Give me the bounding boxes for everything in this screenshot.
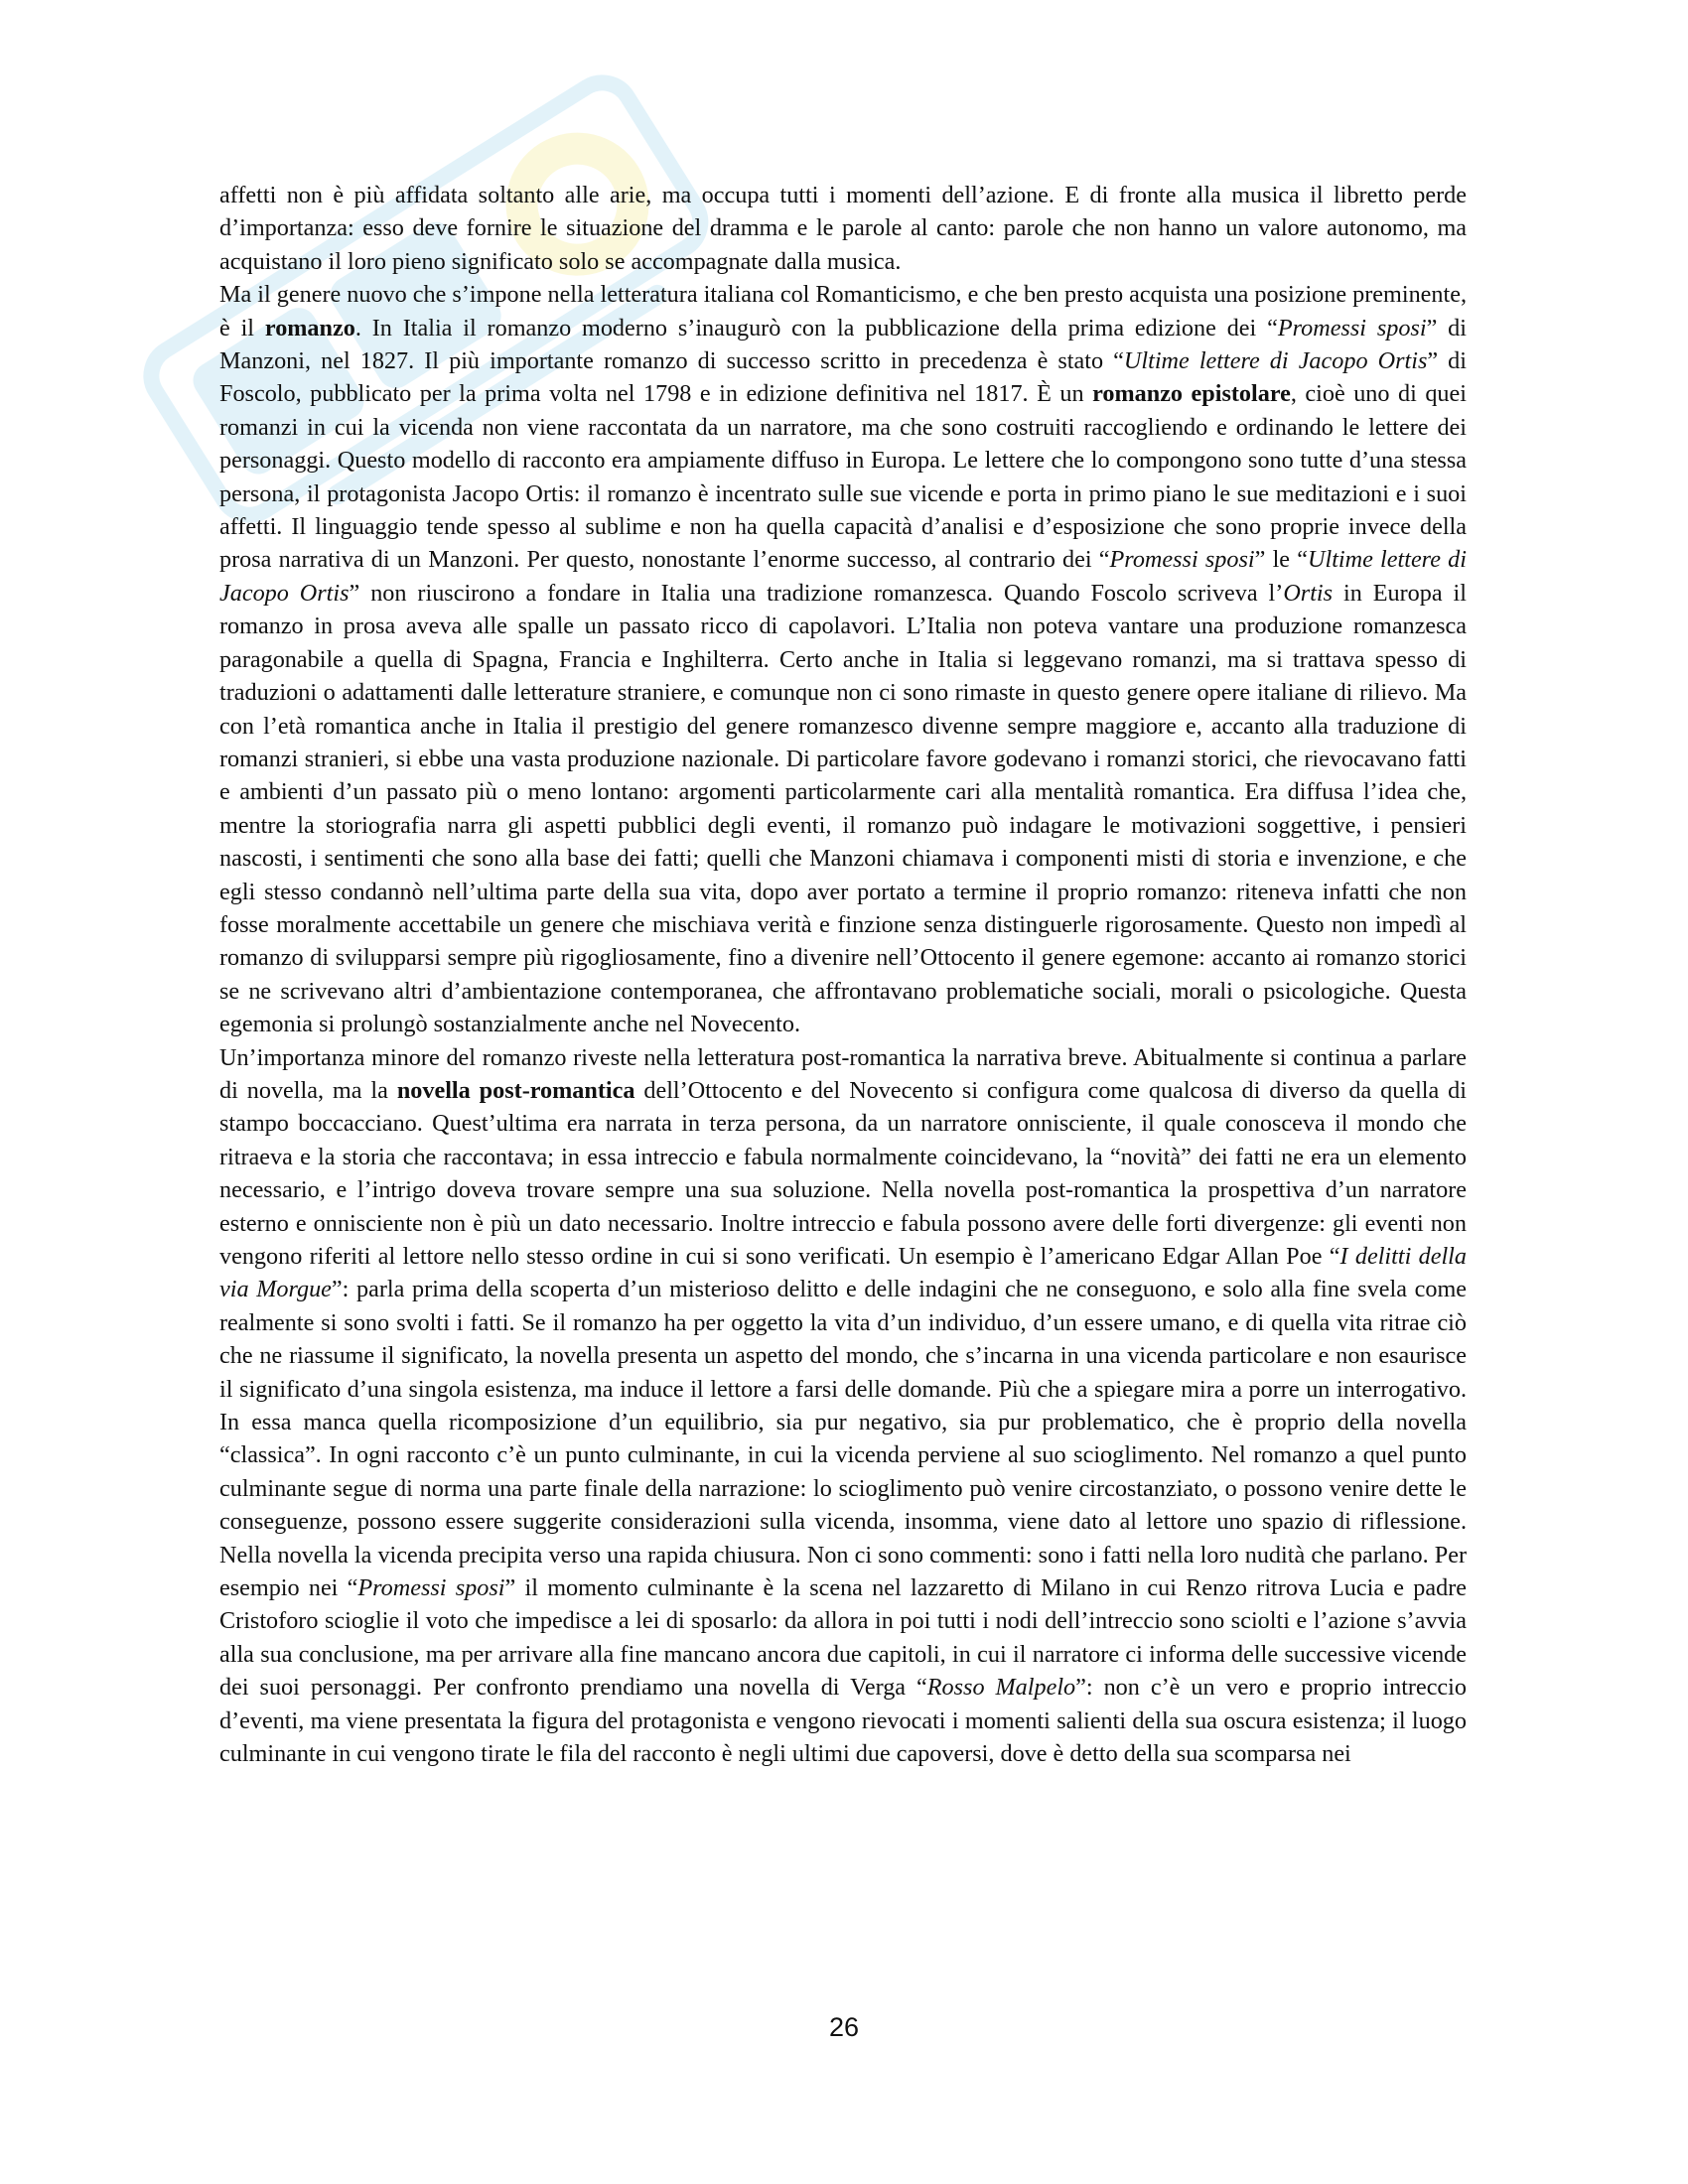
italic-title: Promessi sposi xyxy=(357,1574,505,1602)
text-run: ”: non c’è un vero e proprio intreccio d’eventi, ma viene presentata la figura del protagonista e vengono rievocati i momenti salienti della sua oscura esistenza; il luogo culminante in cui vengono tirate le fila del racconto è negli ultimi due capoversi, dove è detto della sua scomparsa nei xyxy=(219,1674,1467,1768)
italic-title: I delitti della via Morgue xyxy=(219,1243,1467,1303)
bold-term: romanzo xyxy=(264,314,355,341)
italic-title: Rosso Malpelo xyxy=(926,1674,1076,1702)
page-number: 26 xyxy=(828,2012,860,2042)
italic-title: Ultime lettere di Jacopo Ortis xyxy=(219,546,1467,607)
document-body xyxy=(219,179,1467,1771)
text-run: . In Italia il romanzo moderno s’inaugurò con la pubblicazione della prima edizione dei “ xyxy=(354,314,1278,341)
text-run: dell’Ottocento e del Novecento si configura come qualcosa di diverso da quella di stampo boccacciano. Quest’ultima era narrata in terza persona, da un narratore onnisciente, il quale conosceva il mondo che ritraeva e la storia che raccontava; in essa intreccio e fabula normalmente coincidevano, la “novità” dei fatti ne era un elemento necessario, e l’intrigo doveva trovare sempre una sua soluzione. Nella novella post-romantica la prospettiva d’un narratore esterno e onnisciente non è più un dato necessario. Inoltre intreccio e fabula possono avere delle forti divergenze: gli eventi non vengono riferiti al lettore nello stesso ordine in cui si sono verificati. Un esempio è l’americano Edgar Allan Poe “ xyxy=(219,1076,1467,1270)
text-run: ”: parla prima della scoperta d’un misterioso delitto e delle indagini che ne conseguono, e solo alla fine svela come realmente si sono svolti i fatti. Se il romanzo ha per oggetto la vita d’un individuo, d’un essere umano, e di quella vita ritrae ciò che ne riassume il significato, la novella presenta un aspetto del mondo, che s’incarna in una vicenda particolare e non esaurisce il significato d’una singola esistenza, ma induce il lettore a farsi delle domande. Più che a spiegare mira a porre un interrogativo. In essa manca quella ricomposizione d’un equilibrio, sia pur negativo, sia pur problematico, che è proprio della novella “classica”. In ogni racconto c’è un punto culminante, in cui la vicenda perviene al suo scioglimento. Nel romanzo a quel punto culminante segue di norma una parte finale della narrazione: lo scioglimento può venire circostanziato, o possono venire dette le conseguenze, possono essere suggerite considerazioni sulla vicenda, insomma, viene dato al lettore uno spazio di riflessione. Nella novella la vicenda precipita verso una rapida chiusura. Non ci sono commenti: sono i fatti nella loro nudità che parlano. Per esempio nei “ xyxy=(219,1276,1467,1602)
paragraph xyxy=(219,278,1467,1040)
text-run: ” di Manzoni, nel 1827. Il più importante romanzo di successo scritto in precedenza è stato “ xyxy=(219,314,1467,375)
italic-title: Ultime lettere di Jacopo Ortis xyxy=(1123,347,1428,375)
text-run: , cioè uno di quei romanzi in cui la vicenda non viene raccontata da un narratore, ma che sono costruiti raccogliendo e ordinando le lettere dei personaggi. Questo modello di racconto era ampiamente diffuso in Europa. Le lettere che lo compongono sono tutte d’una stessa persona, il protagonista Jacopo Ortis: il romanzo è incentrato sulle sue vicende e porta in primo piano le sue meditazioni e i suoi affetti. Il linguaggio tende spesso al sublime e non ha quella capacità d’analisi e d’esposizione che sono proprie invece della prosa narrativa di un Manzoni. Per questo, nonostante l’enorme successo, al contrario dei “ xyxy=(219,380,1467,574)
text-run: Un’importanza minore del romanzo riveste nella letteratura post-romantica la narrativa breve. Abitualmente si continua a parlare di novella, ma la xyxy=(219,1043,1467,1104)
text-run: affetti non è più affidata soltanto alle arie, ma occupa tutti i momenti dell’azione. E di fronte alla musica il libretto perde d’importanza: esso deve fornire le situazione del dramma e le parole al canto: parole che non hanno un valore autonomo, ma acquistano il loro pieno significato solo se accompagnate dalla musica. xyxy=(219,182,1467,275)
paragraph xyxy=(219,1041,1467,1771)
paragraph xyxy=(219,179,1467,278)
italic-title: Promessi sposi xyxy=(1277,314,1427,341)
text-run: ” il momento culminante è la scena nel lazzaretto di Milano in cui Renzo ritrova Lucia e padre Cristoforo scioglie il voto che impedisce a lei di sposarlo: da allora in poi tutti i nodi dell’intreccio sono sciolti e l’azione s’avvia alla sua conclusione, ma per arrivare alla fine mancano ancora due capitoli, in cui il narratore ci informa delle successive vicende dei suoi personaggi. Per confronto prendiamo una novella di Verga “ xyxy=(219,1574,1468,1702)
text-run: Ma il genere nuovo che s’impone nella letteratura italiana col Romanticismo, e che ben presto acquista una posizione preminente, è il xyxy=(219,281,1467,341)
italic-title: Ortis xyxy=(1283,579,1334,607)
text-run: ” le “ xyxy=(1254,546,1308,574)
text-run: in Europa il romanzo in prosa aveva alle spalle un passato ricco di capolavori. L’Italia non poteva vantare una produzione romanzesca paragonabile a quella di Spagna, Francia e Inghilterra. Certo anche in Italia si leggevano romanzi, ma si trattava spesso di traduzioni o adattamenti dalle letterature straniere, e comunque non ci sono rimaste in questo genere opere italiane di rilievo. Ma con l’età romantica anche in Italia il prestigio del genere romanzesco divenne sempre maggiore e, accanto alla traduzione di romanzi stranieri, si ebbe una vasta produzione nazionale. Di particolare favore godevano i romanzi storici, che rievocavano fatti e ambienti d’un passato più o meno lontano: argomenti particolarmente cari alla mentalità romantica. Era diffusa l’idea che, mentre la storiografia narra gli aspetti pubblici degli eventi, il romanzo può indagare le motivazioni soggettive, i pensieri nascosti, i sentimenti che sono alla base dei fatti; quelli che Manzoni chiamava i componenti misti di storia e invenzione, e che egli stesso condannò nell’ultima parte della sua vita, dopo aver portato a termine il proprio romanzo: riteneva infatti che non fosse moralmente accettabile un genere che mischiava verità e finzione senza distinguerle rigorosamente. Questo non impedì al romanzo di svilupparsi sempre più rigogliosamente, fino a divenire nell’Ottocento il genere egemone: accanto ai romanzo storici se ne scrivevano altri d’ambientazione contemporanea, che affrontavano problematiche sociali, morali o psicologiche. Questa egemonia si prolungò sostanzialmente anche nel Novecento. xyxy=(219,579,1467,1038)
text-run: ” non riuscirono a fondare in Italia una tradizione romanzesca. Quando Foscolo scriveva l’ xyxy=(349,579,1284,607)
text-run: ” di Foscolo, pubblicato per la prima volta nel 1798 e in edizione definitiva nel 1817. È un xyxy=(219,347,1467,408)
bold-term: novella post-romantica xyxy=(396,1076,635,1104)
italic-title: Promessi sposi xyxy=(1109,546,1255,574)
bold-term: romanzo epistolare xyxy=(1092,380,1291,408)
